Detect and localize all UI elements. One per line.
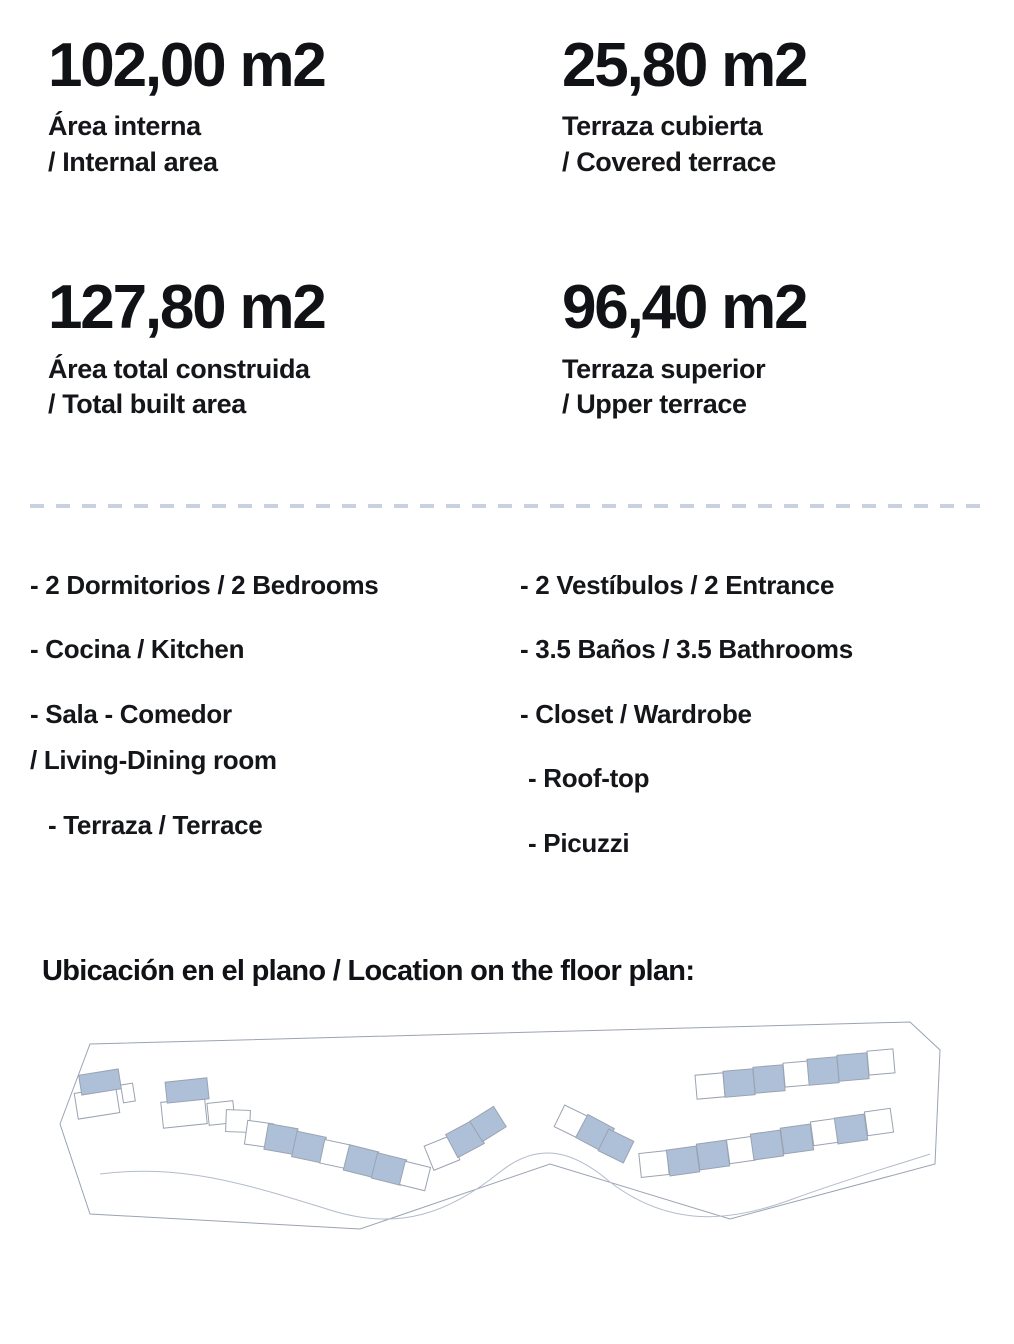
stat-upper-terrace [550,273,984,422]
features-column-right [520,569,984,892]
site-road [100,1154,930,1220]
location-heading: Ubicación en el plano / Location on the floor plan: [42,955,695,988]
unit-cluster-center-left [424,1107,506,1171]
stat-label-en: / Total built area [48,389,246,420]
list-item: / Living-Dining room [30,745,277,776]
stat-value: 127,80 m2 [48,273,325,343]
stat-label [48,352,550,423]
stat-label-en: / Covered terrace [562,146,776,177]
list-item: - Picuzzi [528,827,630,858]
stat-label-es: Área total construida [48,353,310,384]
features-grid [30,569,984,892]
unit-row-upper-right [695,1049,895,1099]
stat-covered-terrace [550,31,984,180]
list-item: - Roof-top [528,763,650,794]
list-item: - 2 Vestíbulos / 2 Entrance [520,569,835,600]
unit-row-lower-left [244,1121,430,1191]
section-divider [30,501,984,511]
site-plan-diagram [30,1014,984,1264]
list-item: - 2 Dormitorios / 2 Bedrooms [30,569,379,600]
stat-value: 96,40 m2 [562,273,807,343]
stat-total-built-area [30,273,550,422]
stat-label-es: Área interna [48,111,201,142]
stats-grid [30,0,984,423]
unit-cluster-upper-left [74,1069,135,1119]
unit-cluster-left [161,1078,251,1133]
list-item: - Terraza / Terrace [48,809,263,840]
stat-internal-area [30,31,550,180]
site-plan-svg [30,1014,984,1264]
list-item: - Cocina / Kitchen [30,634,245,665]
stat-label-es: Terraza cubierta [562,111,763,142]
stat-label-en: / Upper terrace [562,389,747,420]
list-item: - Sala - Comedor [30,698,232,729]
list-item: - 3.5 Baños / 3.5 Bathrooms [520,634,853,665]
unit-row-lower-right [639,1109,894,1178]
stat-value: 25,80 m2 [562,31,807,100]
stat-label-es: Terraza superior [562,353,766,384]
stat-value: 102,00 m2 [48,31,325,100]
stat-label [562,109,984,180]
dashed-line [30,504,984,508]
stat-label [48,109,550,180]
stat-label-en: / Internal area [48,146,218,177]
stat-label [562,352,984,423]
unit-cluster-center-right [554,1106,634,1164]
features-column-left [30,569,520,892]
list-item: - Closet / Wardrobe [520,698,752,729]
